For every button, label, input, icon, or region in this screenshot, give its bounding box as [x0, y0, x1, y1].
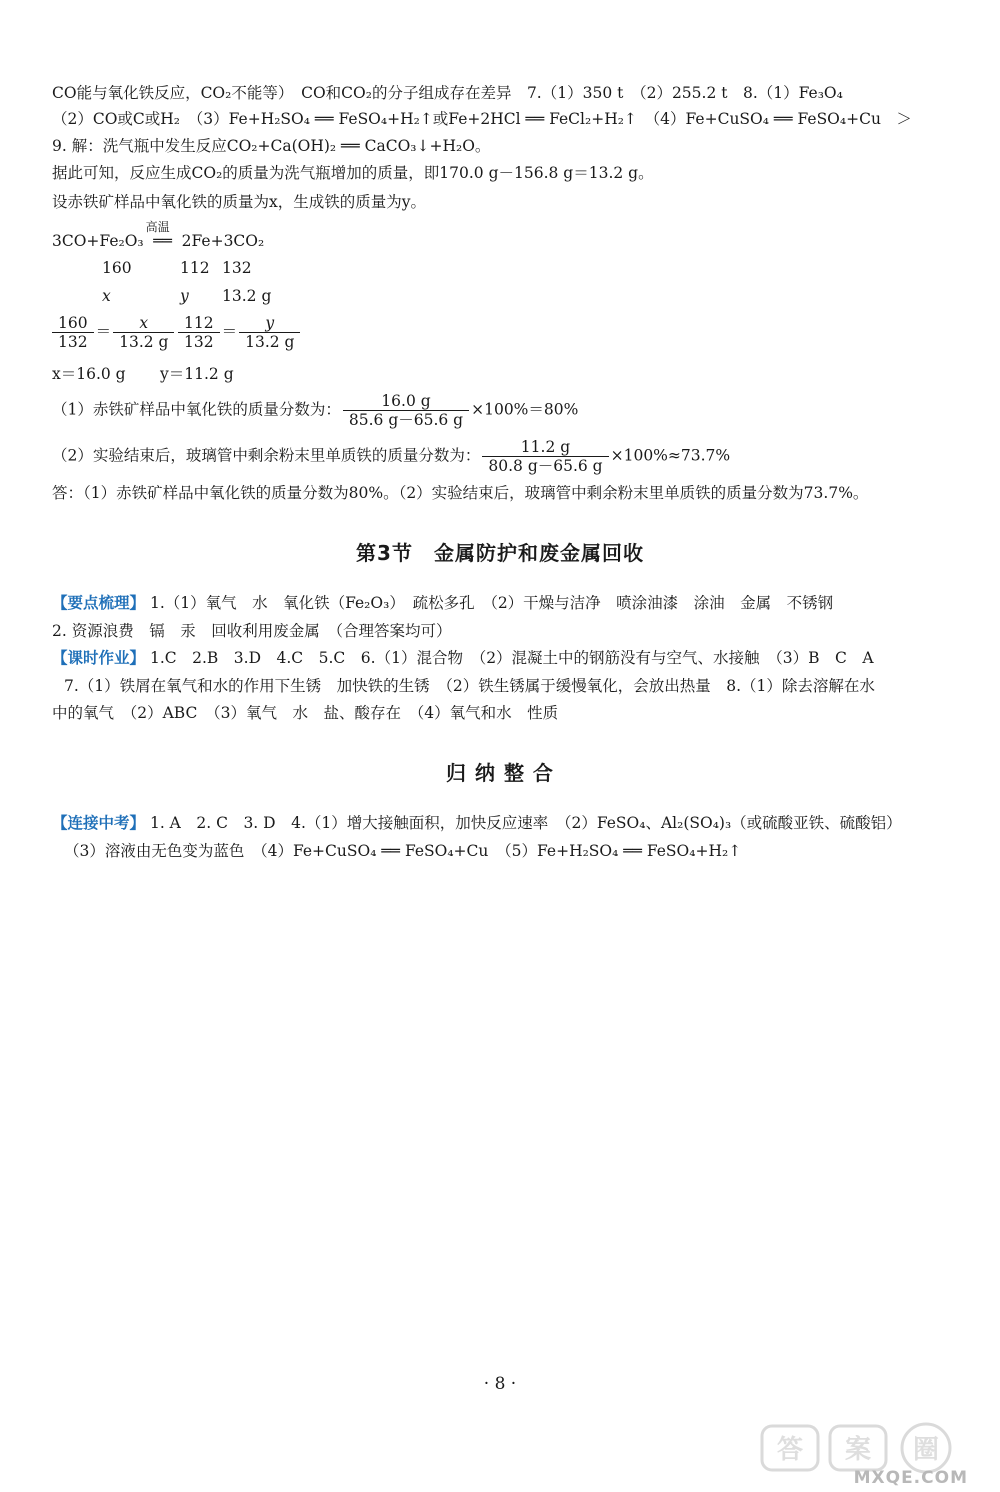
answer-line-2: （2）CO或C或H₂ （3）Fe+H₂SO₄ ══ FeSO₄+H₂↑或Fe+2HCl ══ FeCl₂+H₂↑ （4）Fe+CuSO₄ ══ FeSO₄+Cu ＞	[52, 110, 912, 128]
ratio1-equals: ＝	[95, 322, 112, 341]
conclusion: 答：（1）赤铁矿样品中氧化铁的质量分数为80%。（2）实验结束后，玻璃管中剩余粉末里单质铁的质量分数为73.7%。	[52, 484, 869, 502]
reaction-equation	[52, 220, 265, 250]
ratio1-right-numerator: x	[139, 314, 149, 332]
key-points-text-1: 1.（1）氧气 水 氧化铁（Fe₂O₃） 疏松多孔 （2）干燥与洁净 喷涂油漆 涂油 金属 不锈钢	[149, 594, 834, 612]
ratio2-right-numerator: y	[265, 314, 275, 332]
calc1-denominator: 85.6 g－65.6 g	[343, 410, 469, 429]
calc2-denominator: 80.8 g－65.6 g	[482, 456, 608, 475]
ratio-equation-2	[176, 314, 302, 351]
svg-text:答: 答	[776, 1435, 804, 1465]
ratio1-numerator: 160	[58, 314, 88, 332]
ratio2-denominator: 132	[178, 332, 220, 351]
answer-line-1: CO能与氧化铁反应，CO₂不能等） CO和CO₂的分子组成存在差异 7.（1）350 t （2）255.2 t 8.（1）Fe₃O₄	[52, 84, 843, 102]
exam-link-line-1	[52, 812, 952, 834]
molar-mass-co2: 132	[222, 259, 252, 277]
unknown-y: y	[180, 287, 189, 305]
watermark-text: MXQE.COM	[853, 1468, 968, 1488]
ratio-equation-1	[52, 314, 176, 351]
key-points-line-2: 2. 资源浪费 镉 汞 回收利用废金属 （合理答案均可）	[52, 622, 452, 640]
calc1-numerator: 16.0 g	[381, 392, 431, 410]
equation-right: 2Fe+3CO₂	[181, 232, 265, 250]
key-points-tag: 【要点梳理】	[52, 594, 146, 612]
calc2-suffix: ×100%≈73.7%	[610, 446, 731, 465]
exam-link-line-2: （3）溶液由无色变为蓝色 （4）Fe+CuSO₄ ══ FeSO₄+Cu （5）Fe+H₂SO₄ ══ FeSO₄+H₂↑	[64, 842, 742, 860]
section-title: 第3节 金属防护和废金属回收	[356, 541, 644, 565]
exam-link-tag: 【连接中考】	[52, 814, 146, 832]
mass-co2: 13.2 g	[222, 287, 272, 305]
molar-mass-fe2o3: 160	[102, 259, 132, 277]
homework-text-1: 1.C 2.B 3.D 4.C 5.C 6.（1）混合物 （2）混凝土中的钢筋没有与空气、水接触 （3）B C A	[149, 649, 874, 667]
calculation-2	[52, 438, 730, 475]
result-x: x＝16.0 g	[52, 365, 126, 383]
calc1-prefix: （1）赤铁矿样品中氧化铁的质量分数为：	[52, 400, 341, 419]
calc2-numerator: 11.2 g	[520, 438, 571, 456]
answer-line-3: 9. 解：洗气瓶中发生反应CO₂+Ca(OH)₂ ══ CaCO₃↓+H₂O。	[52, 137, 491, 155]
result-y: y＝11.2 g	[160, 365, 234, 383]
homework-line-1	[52, 647, 952, 669]
svg-text:圈: 圈	[912, 1435, 940, 1465]
ratio1-right-denominator: 13.2 g	[113, 332, 174, 351]
molar-mass-fe: 112	[180, 259, 210, 277]
homework-line-3: 中的氧气 （2）ABC （3）氧气 水 盐、酸存在 （4）氧气和水 性质	[52, 704, 559, 722]
homework-line-2: 7.（1）铁屑在氧气和水的作用下生锈 加快铁的生锈 （2）铁生锈属于缓慢氧化，会放出热量 8.（1）除去溶解在水	[64, 677, 875, 695]
key-points-line-1	[52, 592, 952, 614]
calc2-prefix: （2）实验结束后，玻璃管中剩余粉末里单质铁的质量分数为：	[52, 446, 481, 465]
answer-line-5: 设赤铁矿样品中氧化铁的质量为x，生成铁的质量为y。	[52, 193, 426, 211]
answer-line-4: 据此可知，反应生成CO₂的质量为洗气瓶增加的质量，即170.0 g－156.8 g＝13.2 g。	[52, 164, 654, 182]
exam-link-text-1: 1. A 2. C 3. D 4.（1）增大接触面积，加快反应速率 （2）FeSO₄、Al₂(SO₄)₃（或硫酸亚铁、硫酸铝）	[149, 814, 902, 832]
reaction-condition: 高温	[145, 220, 170, 234]
equation-arrow: 高温 ══	[145, 220, 172, 250]
ratio2-equals: ＝	[221, 322, 238, 341]
equation-left: 3CO+Fe₂O₃	[52, 232, 144, 250]
page-number: · 8 ·	[483, 1374, 517, 1394]
unknown-x: x	[102, 287, 111, 305]
calculation-1	[52, 392, 578, 429]
ratio1-denominator: 132	[52, 332, 94, 351]
homework-tag: 【课时作业】	[52, 649, 146, 667]
svg-text:案: 案	[844, 1435, 872, 1465]
summary-title: 归 纳 整 合	[446, 761, 554, 785]
ratio2-numerator: 112	[184, 314, 214, 332]
ratio2-right-denominator: 13.2 g	[239, 332, 300, 351]
calc1-suffix: ×100%＝80%	[471, 400, 579, 419]
